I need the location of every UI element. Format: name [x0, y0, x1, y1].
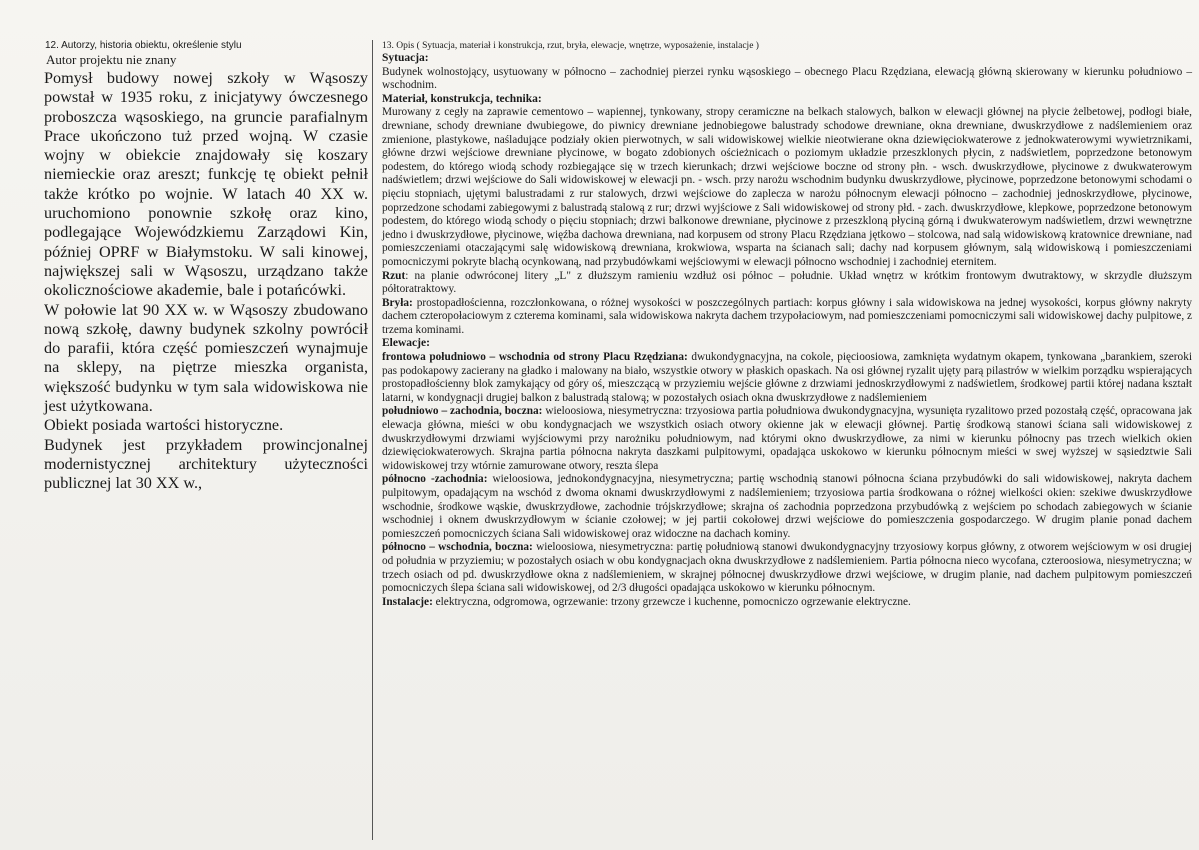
history-paragraph-1: Pomysł budowy nowej szkoły w Wąsoszy powstał w 1935 roku, z inicjatywy ówczesnego proboszcza wąsoskiego, na gruncie parafialnym Prace ukończono tuż przed wojną. W czasie wojny w obiekcie znajdowały się koszary niemieckie oraz areszt; funkcję tę obiekt pełnił także krótko po wojnie. W latach 40 XX w. uruchomiono ponownie szkołę oraz kino, podlegające Wojewódzkiemu Zarządowi Kin, później OPRF w Białymstoku. W sali kinowej, największej sali w Wąsoszu, urządzano także okolicznościowe akademie, bale i potańcówki. — [44, 69, 368, 300]
description-text — [382, 52, 1192, 609]
elevation-ne-title: północno – wschodnia, boczna: — [382, 541, 533, 554]
elewacje-title: Elewacje: — [382, 337, 430, 350]
section-12-heading: 12. Autorzy, historia obiektu, określenie stylu — [45, 40, 242, 51]
rzut-text: : na planie odwróconej litery „L" z dłuższym ramieniu wzdłuż osi północ – południe. Układ wnętrz w krótkim frontowym dwutraktowy, w skrzydle dłuższym półtoratraktowy. — [382, 269, 1192, 296]
elevation-sw-title: południowo – zachodnia, boczna: — [382, 405, 543, 418]
elevation-ne-text: wieloosiowa, niesymetryczna: partię południową stanowi dwukondygnacyjny trzyosiowy korpus główny, z otworem wejściowym w osi drugiej od południa w przyziemiu; w pozostałych osiach w obu kondygnacjach okna dwuskrzydłowe z nadślemieniem. Partia północna nieco wycofana, czteroosiowa, niesymetryczna; w trzech osiach od pd. dwuskrzydłowe okna z nadślemieniem, w skrajnej północnej dwuskrzydłowe drzwi wejściowe, w drugim planie, nad dachem pulpitowym pomieszczeń pomocniczych ślepa ściana sali widowiskowej, od 2/3 długości opadająca uskokowo w kierunku północnym. — [382, 541, 1192, 595]
elevation-front-text: dwukondygnacyjna, na cokole, pięcioosiowa, zamknięta wydatnym okapem, tynkowana „barankiem, szeroki pas podokapowy zacierany na gładko i malowany na biało, wszystkie otwory w płaskich opaskach. Na osi głównej ryzalit ujęty parą pilastrów w wielkim porządku wspierających prostopadłościenny blok zamykający od góry oś, mieszczącą w przyziemiu wejście główne z drzwiami jednoskrzydłowymi z nadświetlem, środkowej partii której nadana kształt latarni, w kondygnacji drugiej balkon z balustradą stalową; w pozostałych osiach okna dwuskrzydłowe z nadślemieniem — [382, 351, 1192, 404]
sytuacja-text: Budynek wolnostojący, usytuowany w północno – zachodniej pierzei rynku wąsoskiego – obecnego Placu Rzędziana, elewacją główną skierowany w kierunku południowo – wschodnim. — [382, 65, 1192, 92]
history-paragraph-2: W połowie lat 90 XX w. w Wąsoszy zbudowano nową szkołę, dawny budynek szkolny powrócił do parafii, która część pomieszczeń wynajmuje na sklepy, na piętrze mieszka organista, większość budynku w tym sala widowiskowa nie jest użytkowana. — [44, 300, 368, 416]
sytuacja-title: Sytuacja: — [382, 52, 429, 64]
section-13-heading: 13. Opis ( Sytuacja, materiał i konstrukcja, rzut, bryła, elewacje, wnętrze, wyposażenie, instalacje ) — [382, 41, 759, 51]
instalacje-paragraph — [382, 596, 1192, 610]
bryla-paragraph — [382, 297, 1192, 338]
history-paragraph-4: Budynek jest przykładem prowincjonalnej modernistycznej architektury użyteczności publicznej lat 30 XX w., — [44, 435, 368, 493]
elevation-sw — [382, 405, 1192, 473]
elevation-ne — [382, 541, 1192, 595]
elevation-nw — [382, 473, 1192, 541]
rzut-title: Rzut — [382, 269, 406, 282]
bryla-title: Bryła: — [382, 296, 413, 309]
bryla-text: prostopadłościenna, rozczłonkowana, o różnej wysokości w poszczególnych partiach: korpus główny i sala widowiskowa na jednej wysokości, korpus główny nakryty dachem czteropołaciowym z czterema kominami, sala widowiskowa nakryta dachem trzypołaciowym, nad pomieszczeniami pomocniczymi sali widowiskowej dachy pulpitowe, z trzema kominami. — [382, 296, 1192, 336]
history-paragraph-3: Obiekt posiada wartości historyczne. — [44, 416, 284, 435]
description-column — [377, 40, 1192, 840]
history-text — [44, 69, 368, 494]
elevation-front-title: frontowa południowo – wschodnia od strony Placu Rzędziana: — [382, 351, 688, 364]
elevation-sw-text: wieloosiowa, niesymetryczna: trzyosiowa partia południowa dwukondygnacyjna, wysunięta ryzalitowo przed pozostałą część, opracowana jak elewacja główna, mieści w obu kondygnacjach we wszystkich osiach otwory okienne jak w elewacji głównej. Partię środkową stanowi ściana sali widowiskowej z dwuskrzydłowymi drzwiami wyjściowymi przy narożniku południowym, nad którymi okno dwuskrzydłowe, za nimi w kierunku północny pas trzech wielkich okien dziewięciokwaterowych. Skrajna partia północna nakryta daszkami pulpitowymi, opadająca uskokowo w kierunku północnym mieści w swej wyższej w sąsiedztwie Sali widowiskowej trzy wtórnie zamurowane otwory, reszta ślepa — [382, 405, 1192, 472]
author-line: Autor projektu nie znany — [46, 52, 177, 67]
material-title: Materiał, konstrukcja, technika: — [382, 92, 542, 105]
material-text: Murowany z cegły na zaprawie cementowo – wapiennej, tynkowany, stropy ceramiczne na belkach stalowych, balkon w elewacji głównej na płycie żelbetowej, podłogi białe, drewniane, schody drewniane dwubiegowe, do piwnicy drewniane jednobiegowe balustrady schodowe drewniane, okna drewniane, dwuskrzydłowe z nadślemieniem oraz zmienione, plastykowe, naśladujące podziały okien pierwotnych, w sali widowiskowej wielkie nieotwierane okna dziewięciokwaterowe z jednokwaterowymi wywietrznikami, główne drzwi wejściowe drewniane płycinowe, w bogato zdobionych ościeżnicach o poziomym układzie przeszklonych płycin, z nadświetlem, poprzedzone betonowym podestem, do którego wiodą schody rozbiegające się w trzech kierunkach; drzwi wejściowe boczne od strony płn. - wsch. dwuskrzydłowe, płycinowe z dwukwaterowym nadświetlem; drzwi wejściowe do Sali widowiskowej w elewacji pn. - wsch. przy narożu wschodnim budynku dwuskrzydłowe, płycinowe, poprzedzone betonowymi schodami o pięciu stopniach, ujętymi balustradami z rur stalowych, drzwi wejściowe do zaplecza w narożu północnym elewacji północno – zachodniej jednoskrzydłowe, płycinowe, poprzedzone schodami zabiegowymi z balustradą stalową z rur; drzwi wyjściowe z Sali widowiskowej od strony płd. - zach. dwuskrzydłowe, klepkowe, poprzedzone betonowym podestem, do którego wiodą schody o pięciu stopniach; drzwi balkonowe drewniane, płycinowe z przeszkloną płyciną górną i dwukwaterowym nadświetlem, drzwi wewnętrzne jedno i dwuskrzydłowe, płycinowe, więźba dachowa drewniana, nad korpusem od strony Placu Rzędziana jętkowo – stolcowa, nad salą widowiskową kratownice drewniane, nad pomieszczeniami otaczającymi salę widowiskową drewniana, krokwiowa, wsparta na ścianach sali; dachy nad korpusem głównym, salą widowiskową i pomieszczeniami pomocniczymi pokryte blachą ocynkowaną, nad przybudówkami wejściowymi w elewacji północno wschodniej i zachodniej eternitem. — [382, 106, 1192, 268]
elevation-nw-title: północno -zachodnia: — [382, 473, 488, 486]
history-column — [40, 40, 373, 840]
rzut-paragraph — [382, 270, 1192, 297]
elevation-front — [382, 351, 1192, 405]
elevation-nw-text: wieloosiowa, jednokondygnacyjna, niesymetryczna; partię wschodnią stanowi północna ściana przybudówki do sali widowiskowej, nakryta dachem pulpitowym, opadającym na wschód z dwoma oknami dwuskrzydłowymi z nadślemieniem; trzyosiowa partia środkowana o różnej wielkości okien: szekiwe dwuskrzydłowe wschodnie, środkowe wąskie, dwuskrzydłowe, zachodnie trójskrzydłowe; skrajna oś zachodnia poprzedzona przybudówką z wejściem po schodach zabiegowych w ścianie wschodniej i oknem dwuskrzydłowym w ścianie czołowej; w jej partii cokołowej drzwi wejściowe do pomieszczenia gospodarczego. W drugim planie ponad dachem pomieszczeń pomocniczych ściana Sali widowiskowej oraz widoczne na dachach kominy. — [382, 473, 1192, 540]
instalacje-text: elektryczna, odgromowa, ogrzewanie: trzony grzewcze i kuchenne, pomocniczo ogrzewanie elektryczne. — [432, 595, 911, 608]
instalacje-title: Instalacje: — [382, 595, 433, 608]
